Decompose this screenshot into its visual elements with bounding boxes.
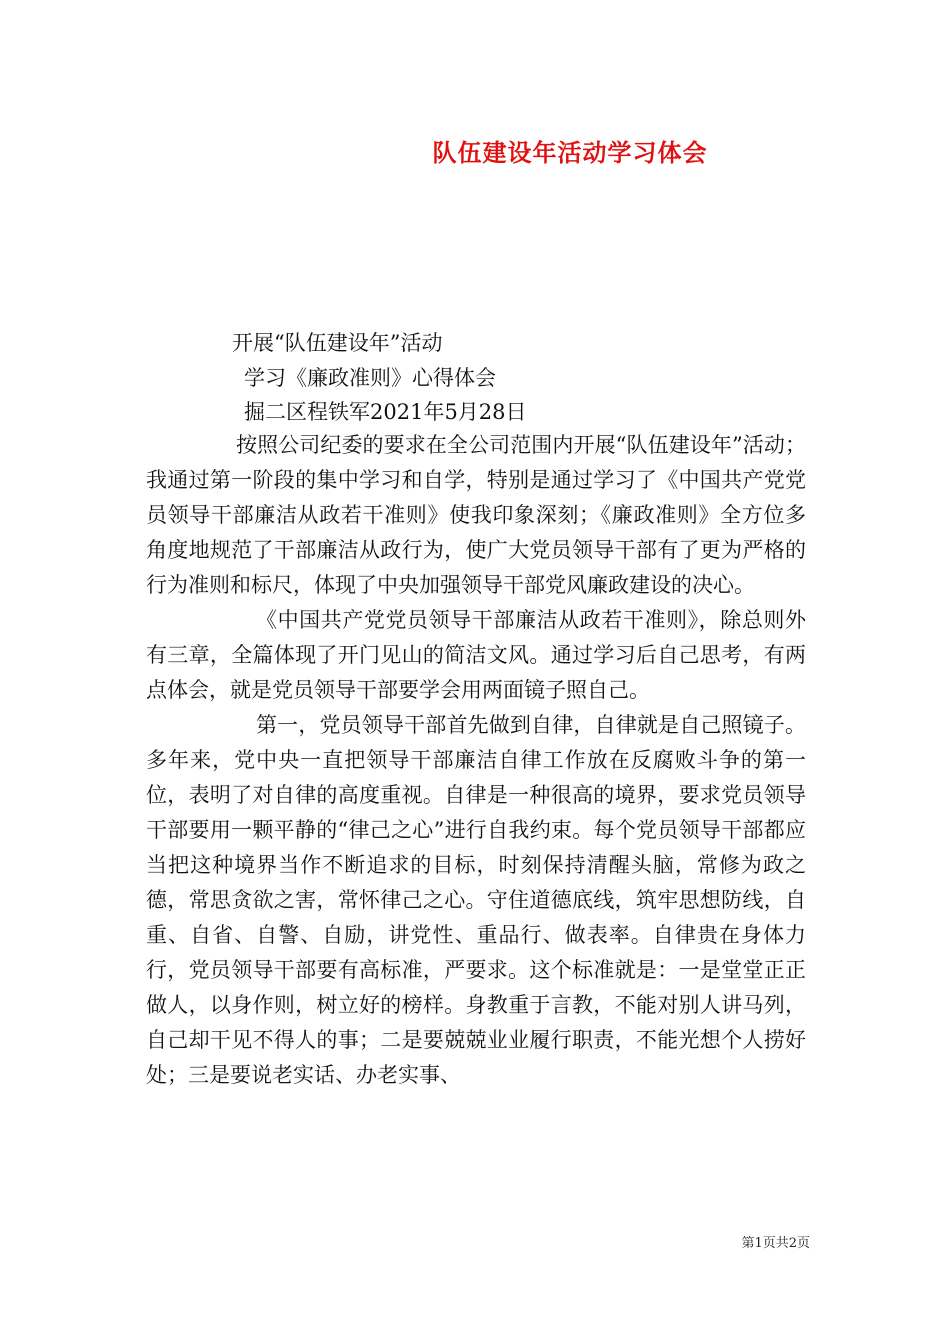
header-line-author-date: 掘二区程铁军2021年5月28日 — [244, 400, 527, 424]
paragraph: 按照公司纪委的要求在全公司范围内开展“队伍建设年”活动；我通过第一阶段的集中学习和自学，特别是通过学习了《中国共产党党员领导干部廉洁从政若干准则》使我印象深刻；《廉政准则》全方位多角度地规范了干部廉洁从政行为，使广大党员领导干部有了更为严格的行为准则和标尺，体现了中央加强领导干部党风廉政建设的决心。 — [146, 433, 806, 597]
document-title: 队伍建设年活动学习体会 — [432, 138, 708, 167]
paragraph: 《中国共产党党员领导干部廉洁从政若干准则》，除总则外有三章，全篇体现了开门见山的简洁文风。通过学习后自己思考，有两点体会，就是党员领导干部要学会用两面镜子照自己。 — [146, 608, 806, 702]
document-body — [146, 428, 806, 1093]
page-footer: 第1页共2页 — [741, 1236, 810, 1251]
paragraph: 第一，党员领导干部首先做到自律，自律就是自己照镜子。多年来，党中央一直把领导干部廉洁自律工作放在反腐败斗争的第一位，表明了对自律的高度重视。自律是一种很高的境界，要求党员领导干部要用一颗平静的“律己之心”进行自我约束。每个党员领导干部都应当把这种境界当作不断追求的目标，时刻保持清醒头脑，常修为政之德，常思贪欲之害，常怀律己之心。守住道德底线，筑牢思想防线，自重、自省、自警、自励，讲党性、重品行、做表率。自律贵在身体力行，党员领导干部要有高标准，严要求。这个标准就是：一是堂堂正正做人，以身作则，树立好的榜样。身教重于言教，不能对别人讲马列，自己却干见不得人的事；二是要兢兢业业履行职责，不能光想个人捞好处；三是要说老实话、办老实事、 — [146, 713, 806, 1087]
header-line-subject: 学习《廉政准则》心得体会 — [244, 366, 496, 390]
header-line-activity: 开展“队伍建设年”活动 — [232, 331, 443, 355]
